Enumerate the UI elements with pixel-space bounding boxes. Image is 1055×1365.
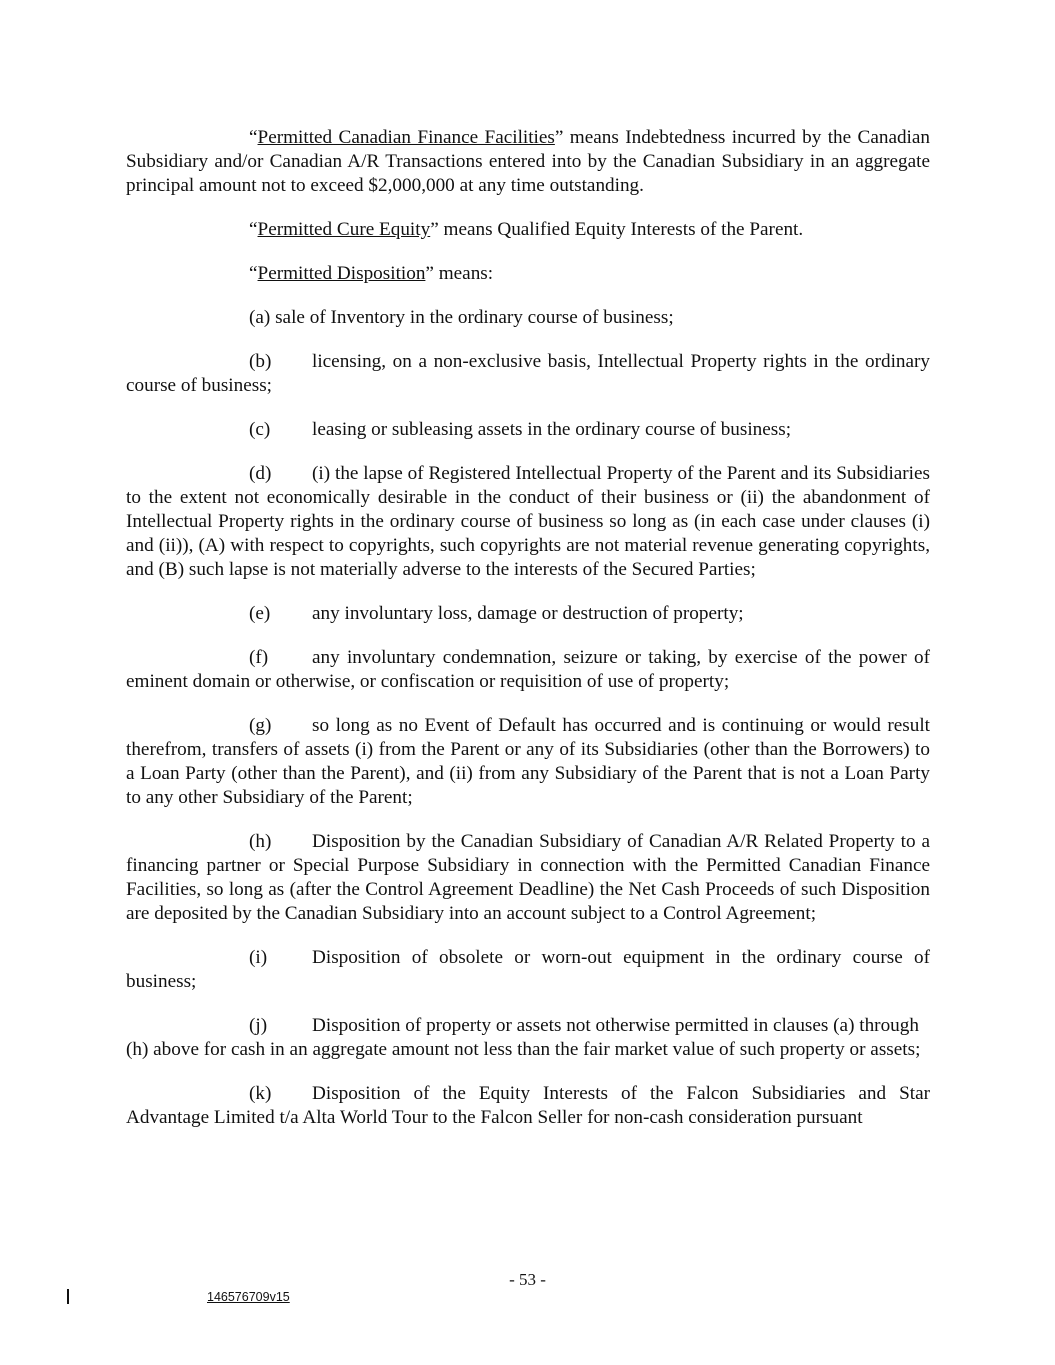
clause-text: so long as no Event of Default has occurred and is continuing or would result therefrom, transfers of assets (i) from the Parent or any of its Subsidiaries (other than the Borrowers) to a Loan Party (other than the Parent), and (ii) from any Subsidiary of the Parent that is not a Loan Party to any other Subsidiary of the Parent; bbox=[126, 715, 930, 808]
clause-text: Disposition by the Canadian Subsidiary of Canadian A/R Related Property to a financing partner or Special Purpose Subsidiary in connection with the Permitted Canadian Finance Facilities, so long as (after the Control Agreement Deadline) the Net Cash Proceeds of such Disposition are deposited by the Canadian Subsidiary into an account subject to a Control Agreement; bbox=[126, 831, 930, 924]
clause-label: (k) bbox=[249, 1083, 272, 1104]
clause-text: Disposition of the Equity Interests of the Falcon Subsidiaries and Star Advantage Limited t/a Alta World Tour to the Falcon Seller for non-cash consideration pursuant bbox=[126, 1083, 930, 1128]
definition-permitted-disposition bbox=[126, 262, 930, 286]
clause-e bbox=[126, 602, 930, 626]
open-quote: “ bbox=[249, 263, 258, 284]
document-id: 146576709v15 bbox=[207, 1290, 290, 1304]
clause-text: (i) the lapse of Registered Intellectual Property of the Parent and its Subsidiaries to the extent not economically desirable in the conduct of their business or (ii) the abandonment of Intellectual Property rights in the ordinary course of business so long as (in each case under clauses (i) and (ii)), (A) with respect to copyrights, such copyrights are not material revenue generating copyrights, and (B) such lapse is not materially adverse to the interests of the Secured Parties; bbox=[126, 463, 930, 580]
clause-label: (c) bbox=[249, 419, 271, 440]
definition-text: ” means Indebtedness incurred by the Canadian Subsidiary and/or Canadian A/R Transactions entered into by the Canadian Subsidiary in an aggregate principal amount not to exceed $2,000,000 at any time outstanding. bbox=[126, 127, 930, 196]
clause-text: any involuntary loss, damage or destruction of property; bbox=[312, 603, 744, 624]
clause-text: any involuntary condemnation, seizure or taking, by exercise of the power of eminent domain or otherwise, or confiscation or requisition of use of property; bbox=[126, 647, 930, 692]
clause-text: (a) sale of Inventory in the ordinary course of business; bbox=[249, 307, 674, 328]
clause-label: (j) bbox=[249, 1015, 268, 1036]
defined-term: Permitted Cure Equity bbox=[257, 219, 431, 240]
clause-text: leasing or subleasing assets in the ordinary course of business; bbox=[312, 419, 792, 440]
clause-label: (h) bbox=[249, 831, 272, 852]
definition-permitted-cure-equity bbox=[126, 218, 930, 242]
clause-text: Disposition of obsolete or worn-out equipment in the ordinary course of business; bbox=[126, 947, 930, 992]
clause-label: (i) bbox=[249, 947, 268, 968]
clause-label: (e) bbox=[249, 603, 271, 624]
clause-label: (d) bbox=[249, 463, 272, 484]
clause-f bbox=[126, 646, 930, 694]
clause-a bbox=[126, 306, 930, 330]
open-quote: “ bbox=[249, 127, 258, 148]
clause-b bbox=[126, 350, 930, 398]
open-quote: “ bbox=[249, 219, 258, 240]
page-number: - 53 - bbox=[509, 1270, 546, 1289]
clause-g bbox=[126, 714, 930, 810]
defined-term: Permitted Disposition bbox=[257, 263, 426, 284]
clause-c bbox=[126, 418, 930, 442]
clause-label: (g) bbox=[249, 715, 272, 736]
definition-text: ” means: bbox=[425, 263, 494, 284]
definition-permitted-canadian-finance-facilities bbox=[126, 126, 930, 198]
clause-k bbox=[126, 1082, 930, 1130]
change-bar bbox=[67, 1289, 69, 1304]
document-body bbox=[126, 126, 930, 1150]
clause-label: (b) bbox=[249, 351, 272, 372]
clause-h bbox=[126, 830, 930, 926]
defined-term: Permitted Canadian Finance Facilities bbox=[257, 127, 555, 148]
clause-label: (f) bbox=[249, 647, 269, 668]
clause-i bbox=[126, 946, 930, 994]
clause-text: licensing, on a non-exclusive basis, Intellectual Property rights in the ordinary course of business; bbox=[126, 351, 930, 396]
clause-text: Disposition of property or assets not otherwise permitted in clauses (a) through (h) above for cash in an aggregate amount not less than the fair market value of such property or assets; bbox=[126, 1015, 921, 1060]
clause-d bbox=[126, 462, 930, 582]
clause-j bbox=[126, 1014, 930, 1062]
definition-text: ” means Qualified Equity Interests of the Parent. bbox=[430, 219, 804, 240]
